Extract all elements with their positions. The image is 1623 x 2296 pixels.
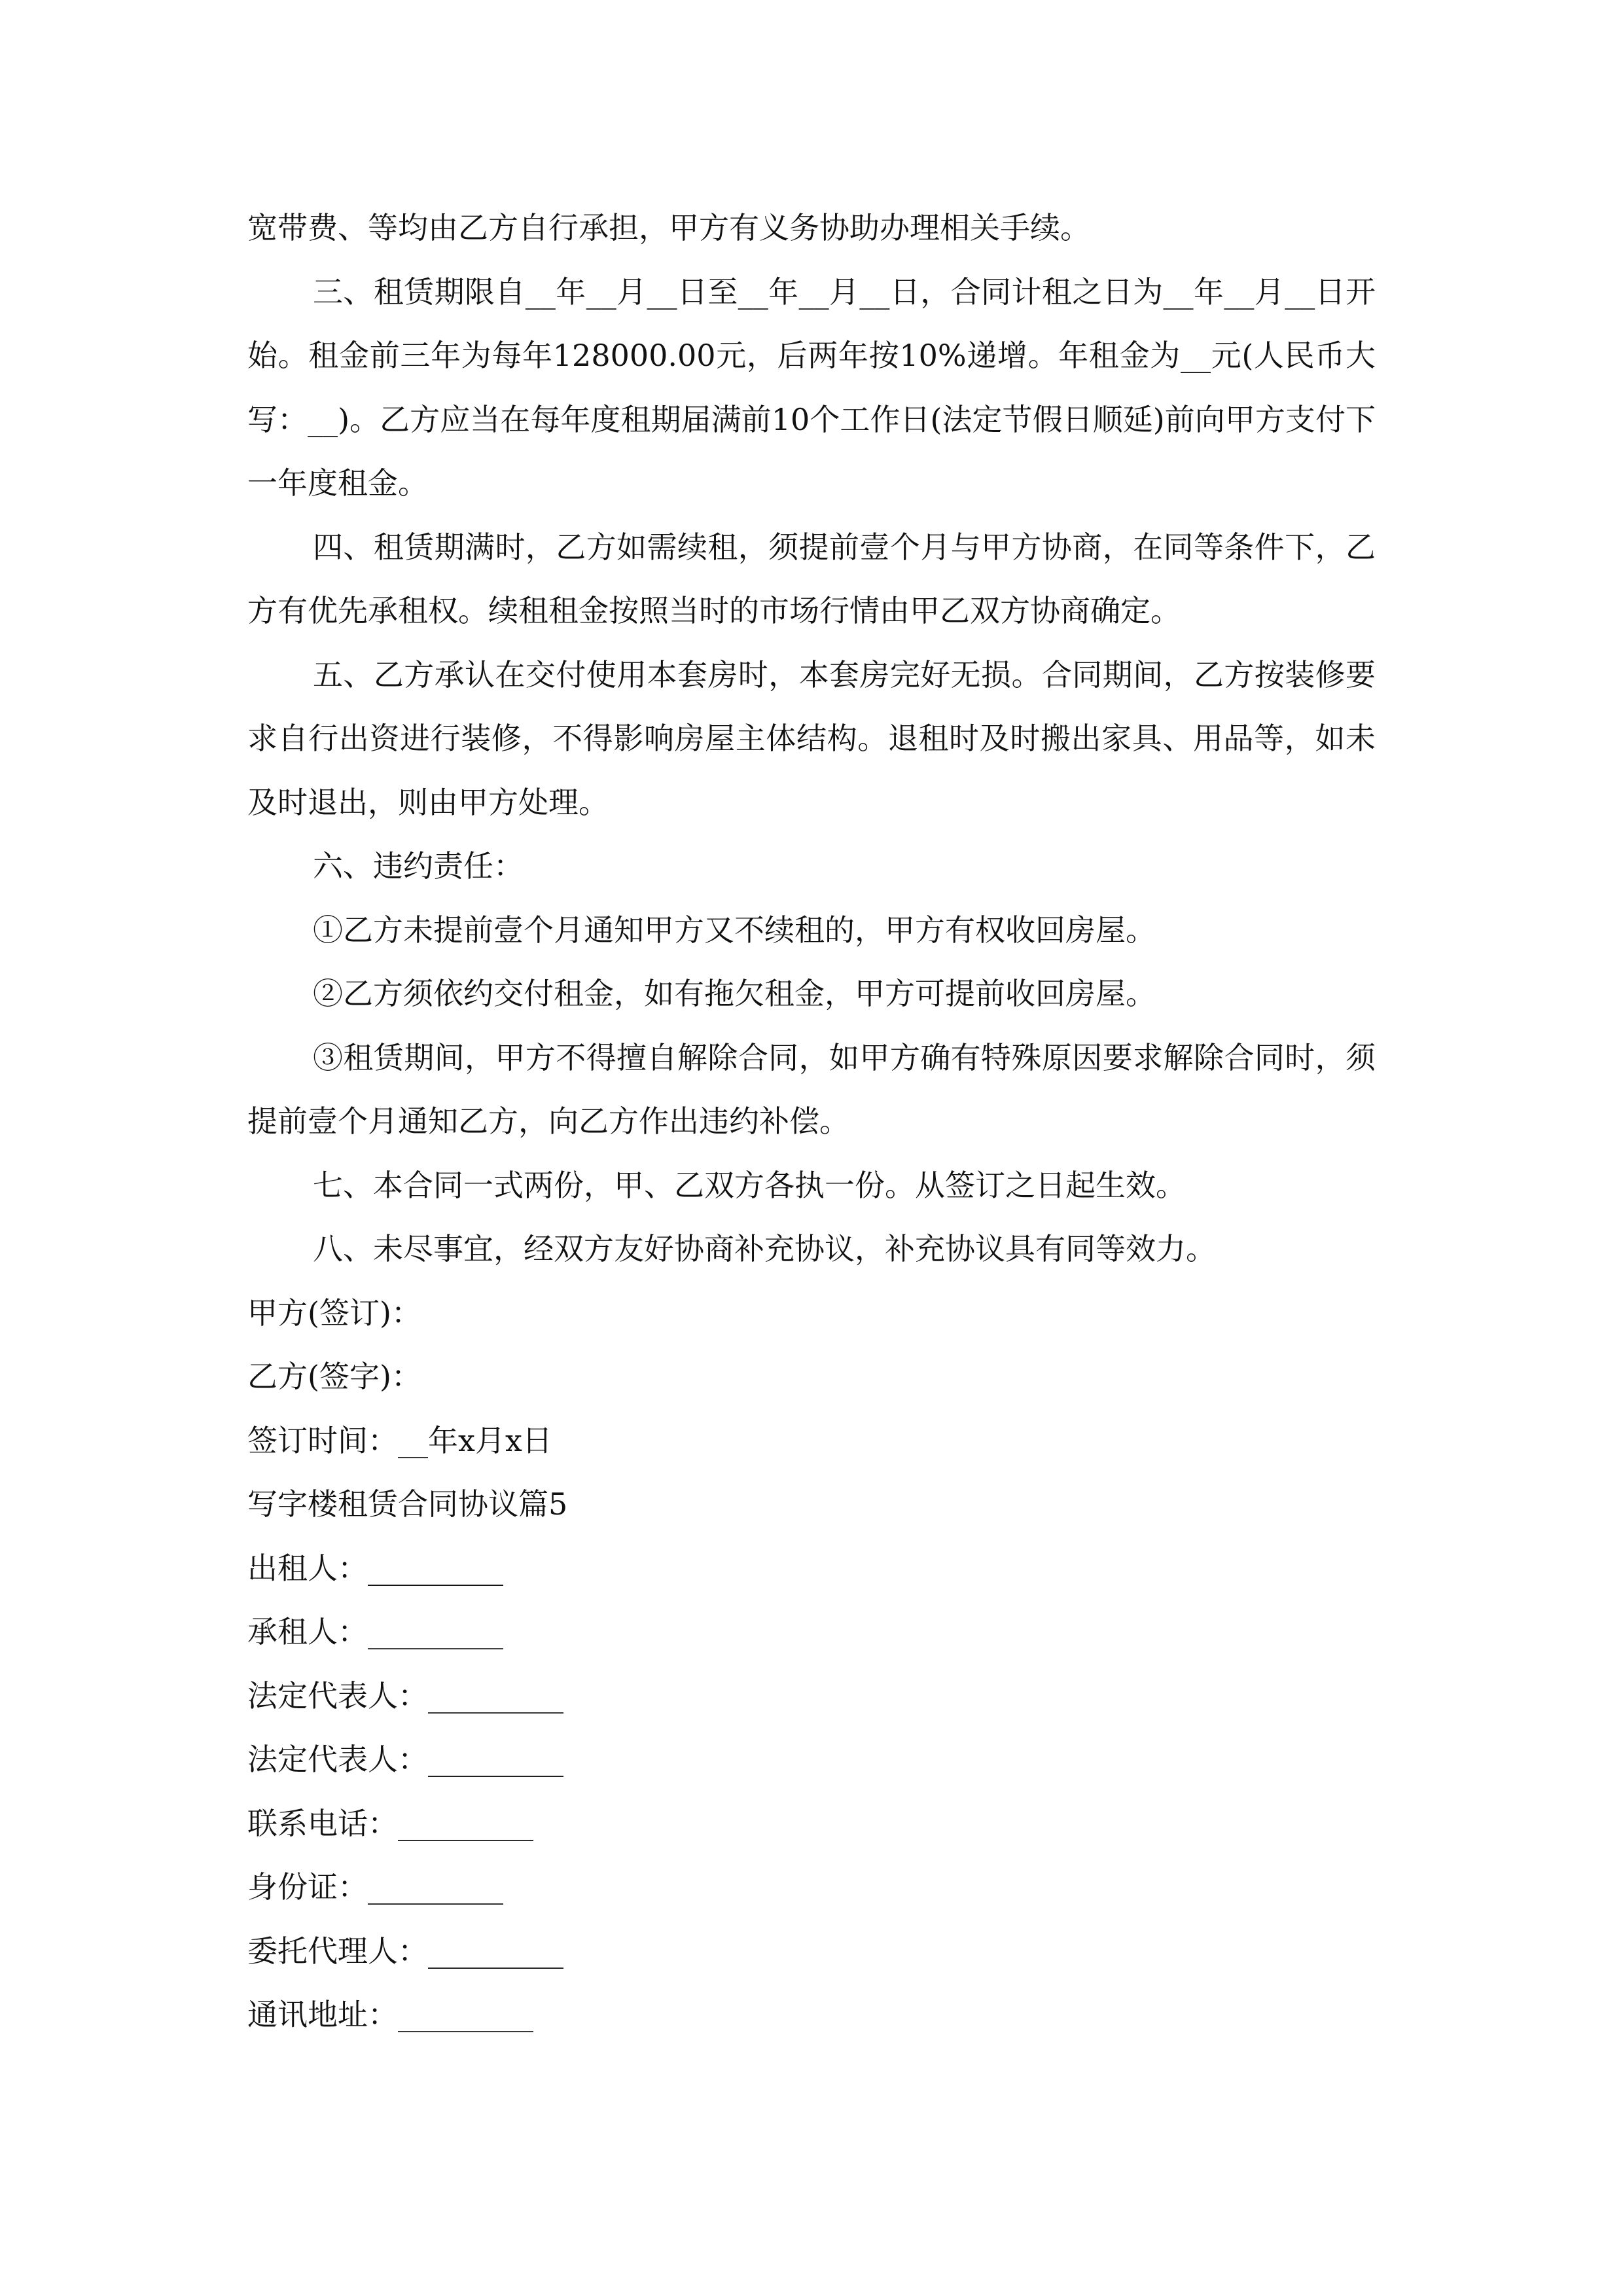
clause-5-condition: 五、乙方承认在交付使用本套房时，本套房完好无损。合同期间，乙方按装修要求自行出资进行装修，不得影响房屋主体结构。退租时及时搬出家具、用品等，如未及时退出，则由甲方处理。 [247,656,1376,820]
legal-representative-line-2: 法定代表人：_________ [247,1742,563,1777]
lessor-line: 出租人：_________ [247,1550,503,1586]
id-card-line: 身份证：_________ [247,1869,503,1905]
section-title: 写字楼租赁合同协议篇5 [247,1486,568,1522]
clause-6-breach-heading: 六、违约责任： [313,848,524,884]
phone-line: 联系电话：_________ [247,1805,533,1841]
paragraph-broadband-fees: 宽带费、等均由乙方自行承担，甲方有义务协助办理相关手续。 [247,210,1090,245]
breach-item-2: ②乙方须依约交付租金，如有拖欠租金，甲方可提前收回房屋。 [313,976,1156,1011]
address-line: 通讯地址：_________ [247,1997,533,2032]
clause-4-renewal: 四、租赁期满时，乙方如需续租，须提前壹个月与甲方协商，在同等条件下，乙方有优先承租权。续租租金按照当时的市场行情由甲乙双方协商确定。 [247,529,1376,628]
breach-item-3: ③租赁期间，甲方不得擅自解除合同，如甲方确有特殊原因要求解除合同时，须提前壹个月通知乙方，向乙方作出违约补偿。 [247,1039,1376,1139]
breach-item-1: ①乙方未提前壹个月通知甲方又不续租的，甲方有权收回房屋。 [313,912,1156,948]
party-b-signature-line: 乙方(签字)： [247,1359,421,1394]
signing-date-line: 签订时间：__年x月x日 [247,1422,552,1458]
clause-3-lease-term: 三、租赁期限自__年__月__日至__年__月__日，合同计租之日为__年__月__日开始。租金前三年为每年128000.00元，后两年按10%递增。年租金为__元(人民币大写：__)。乙方应当在每年度租期届满前10个工作日(法定节假日顺延)前向甲方支付下一年度租金。 [247,274,1376,501]
clause-7-copies: 七、本合同一式两份，甲、乙双方各执一份。从签订之日起生效。 [313,1167,1186,1203]
agent-line: 委托代理人：_________ [247,1933,563,1969]
clause-8-supplement: 八、未尽事宜，经双方友好协商补充协议，补充协议具有同等效力。 [313,1231,1216,1266]
legal-representative-line: 法定代表人：_________ [247,1677,563,1713]
document-body [247,196,1376,2047]
party-a-signature-line: 甲方(签订)： [247,1295,421,1331]
lessee-line: 承租人：_________ [247,1614,503,1649]
